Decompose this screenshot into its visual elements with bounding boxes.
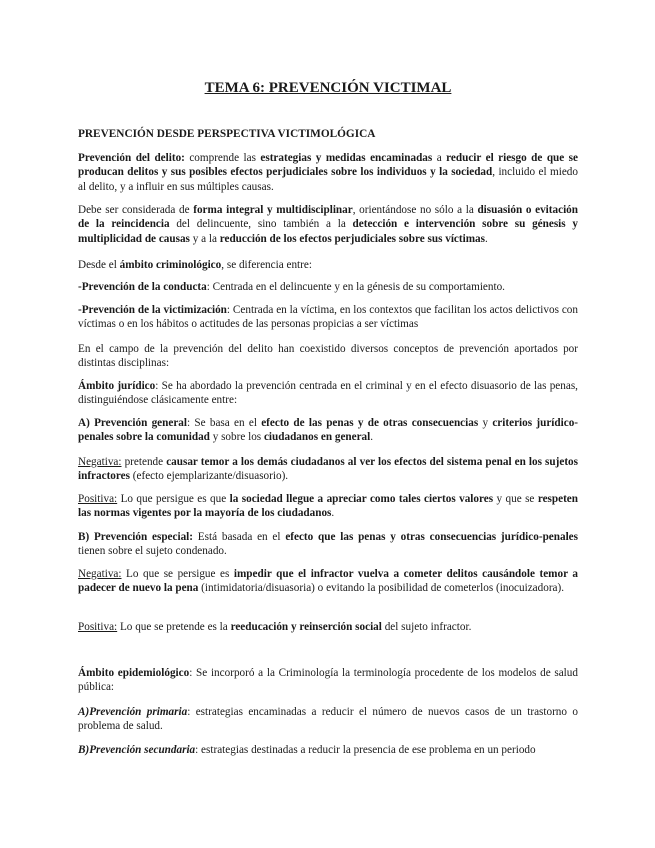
paragraph-ambito-epidemiologico: Ámbito epidemiológico: Se incorporó a la Criminología la terminología procedente de los modelos de salud pública:: [78, 667, 578, 694]
paragraph-prevencion-conducta: -Prevención de la conducta: Centrada en el delincuente y en la génesis de su comportamiento.: [78, 281, 505, 293]
paragraph-ambito-criminologico: Desde el ámbito criminológico, se diferencia entre:: [78, 259, 312, 271]
paragraph-especial-positiva: Positiva: Lo que se pretende es la reeducación y reinserción social del sujeto infractor.: [78, 621, 472, 633]
section-heading: PREVENCIÓN DESDE PERSPECTIVA VICTIMOLÓGICA: [78, 128, 376, 140]
paragraph-prevencion-primaria: A)Prevención primaria: estrategias encaminadas a reducir el número de nuevos casos de un trastorno o problema de salud.: [78, 706, 578, 733]
paragraph-general-negativa: Negativa: pretende causar temor a los demás ciudadanos al ver los efectos del sistema penal en los sujetos infractores (efecto ejemplarizante/disuasorio).: [78, 456, 578, 483]
paragraph-prevencion-secundaria: B)Prevención secundaria: estrategias destinadas a reducir la presencia de ese problema en un periodo: [78, 744, 536, 756]
paragraph-prevencion-general: A) Prevención general: Se basa en el efecto de las penas y de otras consecuencias y criterios jurídico-penales sobre la comunidad y sobre los ciudadanos en general.: [78, 417, 579, 444]
paragraph-prevencion-delito: Prevención del delito: comprende las estrategias y medidas encaminadas a reducir el riesgo de que se producan delitos y sus posibles efectos perjudiciales sobre los individuos y la sociedad, incluido el miedo al delito, y a influir en sus múltiples causas.: [78, 152, 578, 193]
paragraph-prevencion-especial: B) Prevención especial: Está basada en el efecto que las penas y otras consecuencias jurídico-penales tienen sobre el sujeto condenado.: [78, 531, 578, 558]
paragraph-general-positiva: Positiva: Lo que persigue es que la sociedad llegue a apreciar como tales ciertos valores y que se respeten las normas vigentes por la mayoría de los ciudadanos.: [78, 493, 578, 520]
paragraph-integral: Debe ser considerada de forma integral y multidisciplinar, orientándose no sólo a la disuasión o evitación de la reincidencia del delincuente, sino también a la detección e intervención sobre su génesis y multiplicidad de causas y a la reducción de los efectos perjudiciales sobre sus víctimas.: [78, 204, 578, 245]
paragraph-especial-negativa: Negativa: Lo que se persigue es impedir que el infractor vuelva a cometer delitos causándole temor a padecer de nuevo la pena (intimidatoria/disuasoria) o evitando la posibilidad de cometerlos (inocuizadora).: [78, 568, 578, 595]
paragraph-ambito-juridico: Ámbito jurídico: Se ha abordado la prevención centrada en el criminal y en el efecto disuasorio de las penas, distinguiéndose clásicamente entre:: [78, 380, 578, 407]
page-title: TEMA 6: PREVENCIÓN VICTIMAL: [204, 80, 452, 96]
paragraph-prevencion-victimizacion: -Prevención de la victimización: Centrada en la víctima, en los contextos que facilitan los actos delictivos con víctimas o en los hábitos o actitudes de las personas propicias a ser víctimas: [78, 304, 578, 331]
paragraph-campo-prevencion: En el campo de la prevención del delito han coexistido diversos conceptos de prevención aportados por distintas disciplinas:: [78, 343, 578, 370]
